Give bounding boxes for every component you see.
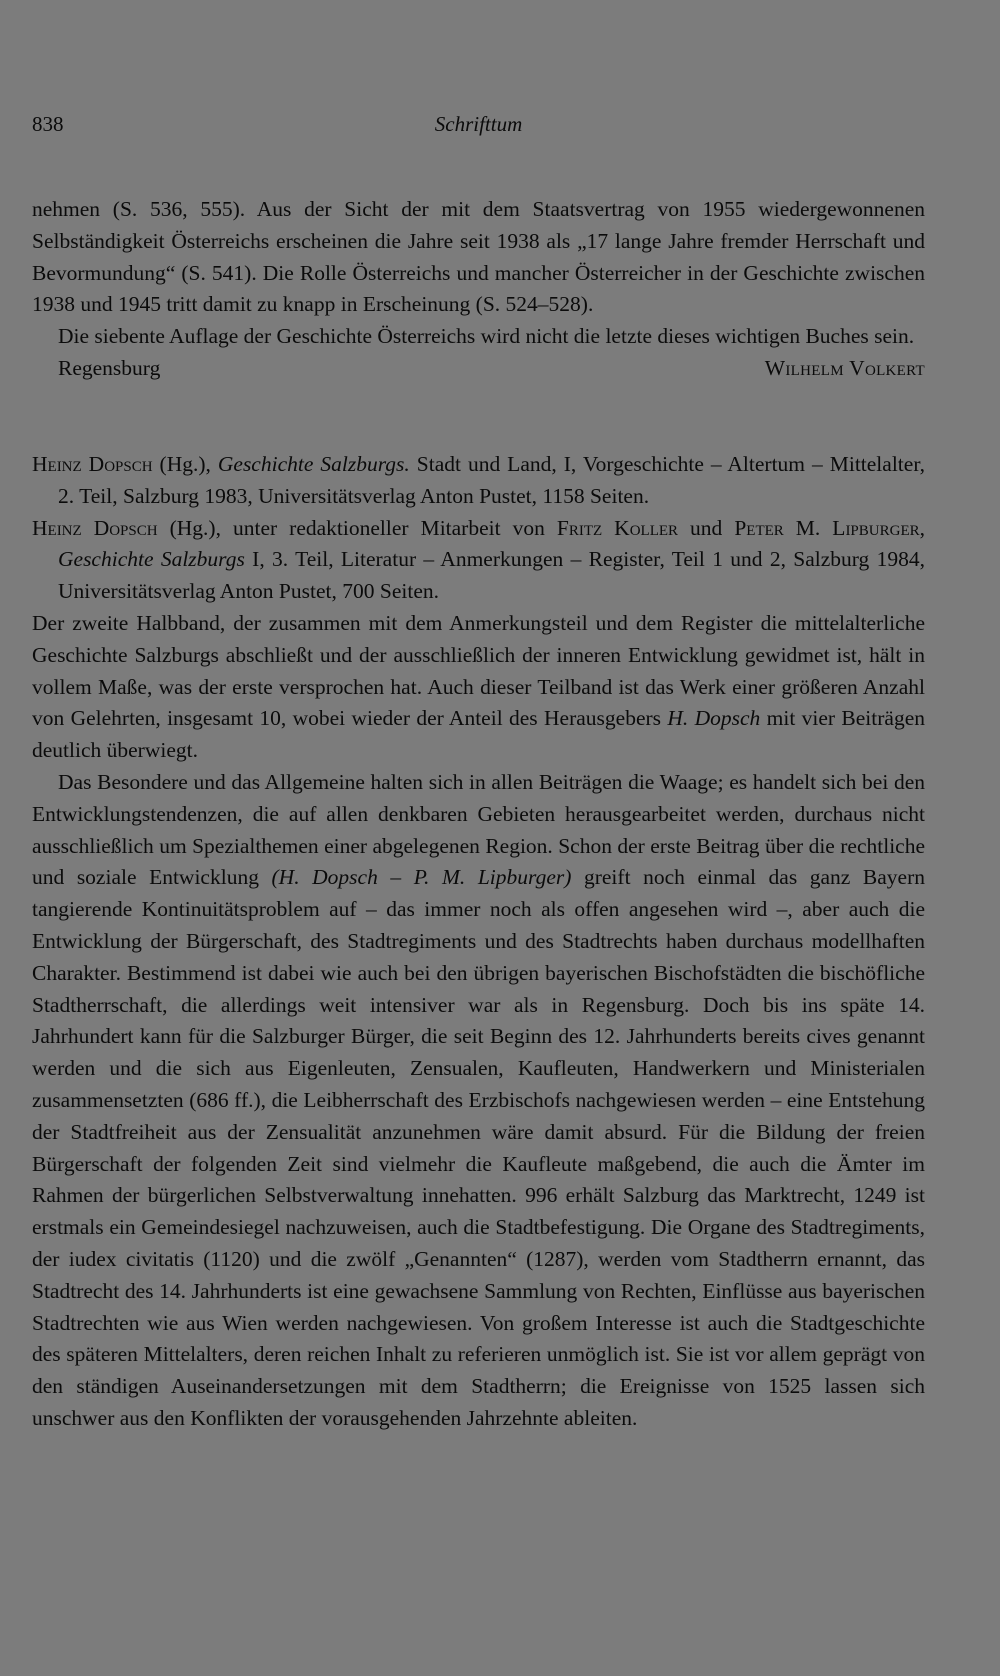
- signature-line: [32, 353, 925, 385]
- collaborator-name: Fritz Koller: [556, 515, 679, 540]
- bibliography-entry: [32, 513, 925, 608]
- text-run: Das Besondere und das Allgemeine halten sich in allen Beiträgen die Waage; es handelt sich bei den Entwicklungstendenzen, die auf allen denkbaren Gebieten herausgearbeitet werden, durchaus nicht ausschließlich um Spezialthemen einer abgelegenen Region. Schon der erste Beitrag über die rechtliche und soziale Entwicklung: [32, 769, 925, 890]
- paragraph: [32, 767, 925, 1435]
- reviewer-name: Wilhelm Volkert: [764, 355, 925, 380]
- book-details: I, 3. Teil, Literatur – Anmerkungen – Register, Teil 1 und 2, Salzburg 1984, Universitätsverlag Anton Pustet, 700 Seiten.: [58, 547, 925, 604]
- editor-suffix: (Hg.), unter redaktioneller Mitarbeit von: [157, 515, 557, 540]
- author-names: (H. Dopsch – P. M. Lipburger): [271, 865, 572, 890]
- paragraph: [32, 608, 925, 767]
- separator: ,: [919, 515, 925, 540]
- editor-name: Heinz Dopsch: [32, 515, 158, 540]
- paragraph: nehmen (S. 536, 555). Aus der Sicht der mit dem Staatsvertrag von 1955 wiedergewonnenen Selbständigkeit Österreichs erscheinen die Jahre seit 1938 als „17 lange Jahre fremder Herrschaft und Bevormundung“ (S. 541). Die Rolle Österreichs und mancher Österreicher in der Geschichte zwischen 1938 und 1945 tritt damit zu knapp in Erscheinung (S. 524–528).: [32, 197, 925, 317]
- reviewer-place: Regensburg: [58, 355, 161, 380]
- editor-name: Heinz Dopsch: [32, 451, 153, 476]
- bibliography-entry: [32, 449, 925, 513]
- bibliography: [32, 449, 925, 608]
- conjunction: und: [678, 515, 735, 540]
- paragraph: Die siebente Auflage der Geschichte Österreichs wird nicht die letzte dieses wichtigen Buches sein.: [58, 324, 915, 349]
- author-name: H. Dopsch: [667, 706, 761, 731]
- text-run: Der zweite Halbband, der zusammen mit dem Anmerkungsteil und dem Register die mittelalterliche Geschichte Salzburgs abschließt und der ausschließlich der inneren Entwicklung gewidmet ist, hält in vollem Maße, was der erste versprochen hat. Auch dieser Teilband ist das Werk einer größeren Anzahl von Gelehrten, insgesamt 10, wobei wieder der Anteil des Herausgebers: [32, 610, 925, 731]
- page-number: 838: [32, 112, 64, 136]
- text-run: greift noch einmal das ganz Bayern tangierende Kontinuitätsproblem auf – das immer noch als offen angesehen wird –, aber auch die Entwicklung der Bürgerschaft, des Stadtregiments und des Stadtrechts haben durchaus modellhaften Charakter. Bestimmend ist dabei wie auch bei den übrigen bayerischen Bischofstädten die bischöfliche Stadtherrschaft, die allerdings weit intensiver war als in Regensburg. Doch bis ins späte 14. Jahrhundert kann für die Salzburger Bürger, die seit Beginn des 12. Jahrhunderts bereits cives genannt werden und die sich aus Eigenleuten, Zensualen, Kaufleuten, Handwerkern und Ministerialen zusammensetzten (686 ff.), die Leibherrschaft des Erzbischofs nachgewiesen werden – eine Entstehung der Stadtfreiheit aus der Zensualität anzunehmen wäre damit absurd. Für die Bildung der freien Bürgerschaft der folgenden Zeit sind vielmehr die Kaufleute maßgebend, die auch die Ämter im Rahmen der bürgerlichen Selbstverwaltung innehatten. 996 erhält Salzburg das Marktrecht, 1249 ist erstmals ein Gemeindesiegel nachzuweisen, auch die Stadtbefestigung. Die Organe des Stadtregiments, der iudex civitatis (1120) und die zwölf „Genannten“ (1287), werden vom Stadtherrn ernannt, das Stadtrecht des 14. Jahrhunderts ist eine gewachsene Sammlung von Rechten, Einflüsse aus bayerischen Stadtrechten wie aus Wien werden nachgewiesen. Von großem Interesse ist auch die Stadtgeschichte des späteren Mittelalters, deren reichen Inhalt zu referieren unmöglich ist. Sie ist vor allem geprägt von den ständigen Auseinandersetzungen mit dem Stadtherrn; die Ereignisse von 1525 lassen sich unschwer aus den Konflikten der vorausgehenden Jahrzehnte ableiten.: [32, 865, 925, 1430]
- running-head: [32, 112, 925, 142]
- review-text: [32, 608, 925, 1435]
- text-run: mit vier Beiträgen deutlich überwiegt.: [32, 706, 925, 763]
- page-header-title: Schrifttum: [434, 112, 523, 136]
- book-title: Geschichte Salzburgs: [58, 547, 245, 572]
- book-title: Geschichte Salzburgs.: [217, 451, 410, 476]
- book-details: Stadt und Land, I, Vorgeschichte – Altertum – Mittelalter, 2. Teil, Salzburg 1983, Universitätsverlag Anton Pustet, 1158 Seiten.: [58, 451, 925, 508]
- editor-suffix: (Hg.),: [152, 451, 218, 476]
- collaborator-name: Peter M. Lipburger: [734, 515, 920, 540]
- previous-review: [32, 194, 925, 385]
